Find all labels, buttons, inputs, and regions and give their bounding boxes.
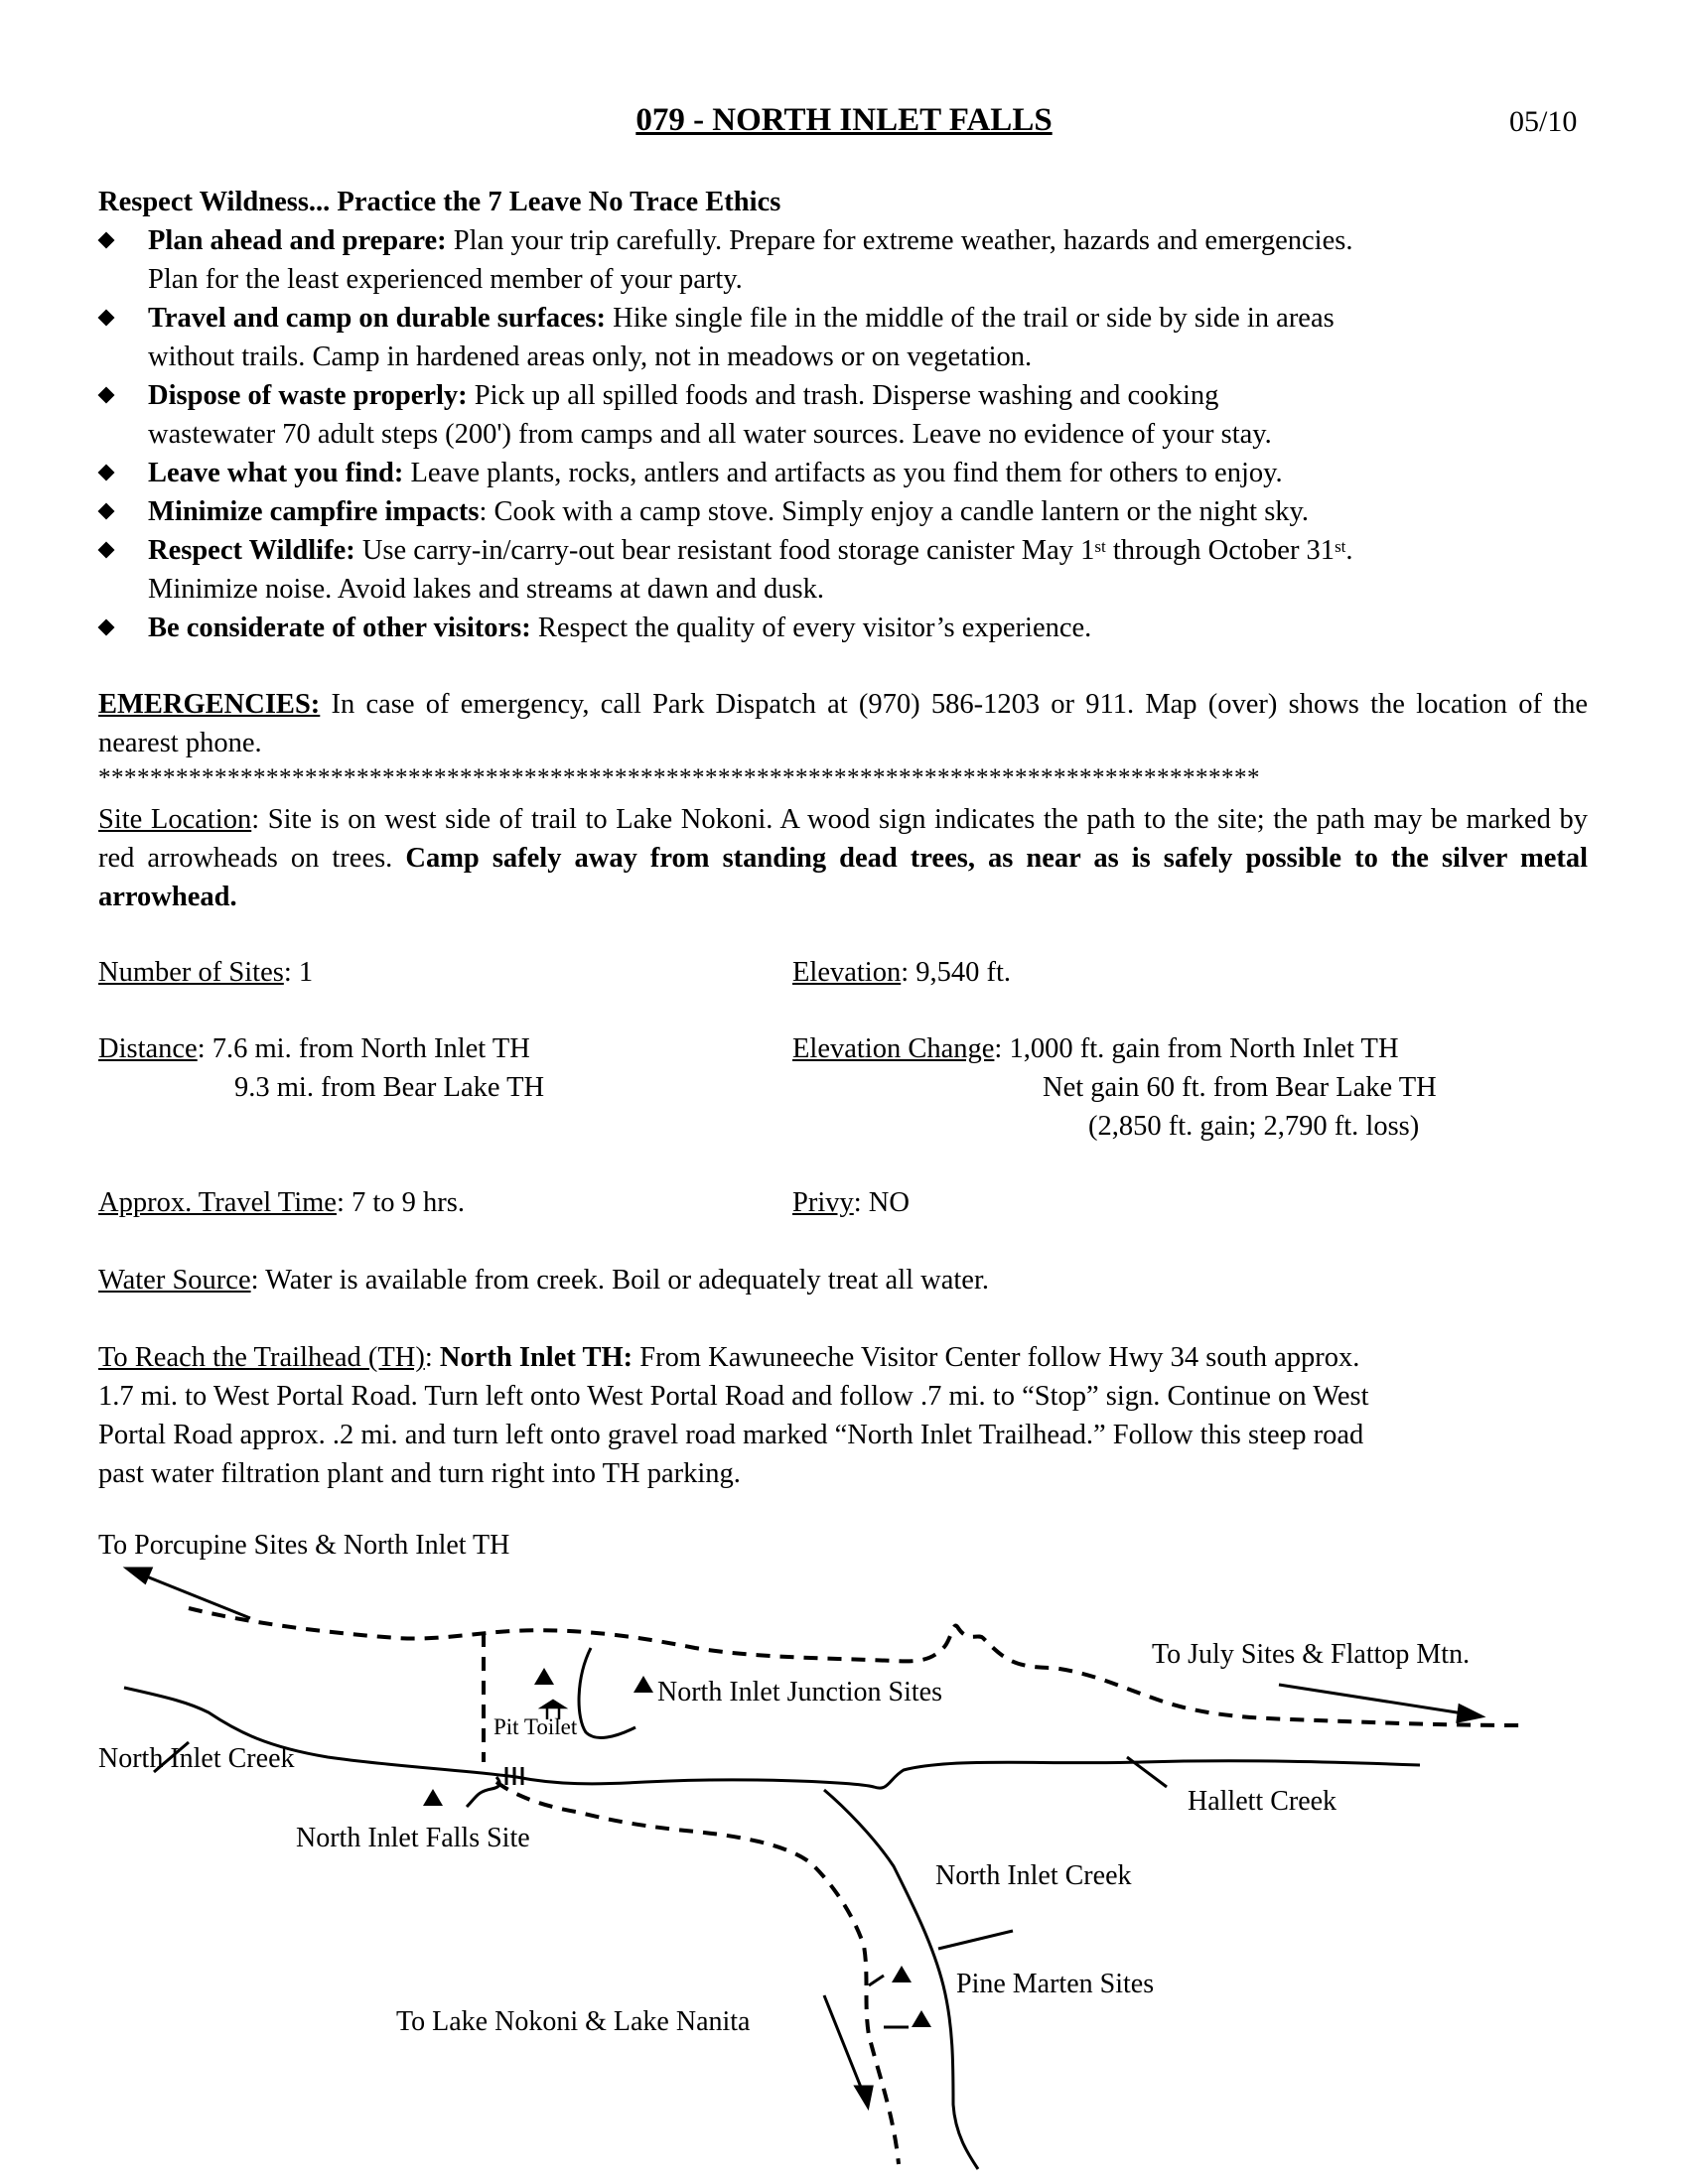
label-falls-site: North Inlet Falls Site [296, 1823, 530, 1853]
water-source: Water Source: Water is available from creek. Boil or adequately treat all water. [98, 1265, 990, 1296]
bullet-diamond-icon [98, 542, 115, 559]
travel-time: Approx. Travel Time: 7 to 9 hrs. [98, 1187, 465, 1218]
label-pit-toilet: Pit Toilet [493, 1714, 578, 1739]
safety-note: Camp safely away from standing dead trees, as near as is safely possible to the silver metal arrowhead. [98, 843, 1588, 912]
bullet-diamond-icon [98, 465, 115, 481]
ethics-list [98, 221, 1588, 647]
arrowhead-east-icon [1458, 1706, 1481, 1721]
arrowhead-northwest-icon [127, 1569, 151, 1582]
ethics-section [98, 183, 1588, 647]
elevation-change: Elevation Change: 1,000 ft. gain from North Inlet TH Net gain 60 ft. from Bear Lake TH (2,850 ft. gain; 2,790 ft. loss) [792, 1033, 1437, 1142]
list-item: Minimize campfire impacts: Cook with a camp stove. Simply enjoy a candle lantern or the night sky. [98, 492, 1588, 531]
list-item: Dispose of waste properly: Pick up all spilled foods and trash. Disperse washing and cooking wastewater 70 adult steps (200') from camps and all water sources. Leave no evidence of your stay. [98, 376, 1588, 454]
label-creek-right: North Inlet Creek [935, 1860, 1132, 1891]
label-pine-marten: Pine Marten Sites [956, 1969, 1155, 1999]
creek-label-line [938, 1931, 1013, 1949]
bullet-diamond-icon [98, 619, 115, 636]
revision-date: 05/10 [1509, 105, 1578, 138]
label-to-porcupine: To Porcupine Sites & North Inlet TH [98, 1530, 510, 1561]
page-title: 079 - NORTH INLET FALLS [635, 102, 1053, 138]
arrow-east-icon [1279, 1685, 1470, 1714]
site-location-section: Site Location: Site is on west side of trail to Lake Nokoni. A wood sign indicates the path to the site; the path may be marked by red arrowheads on trees. Camp safely away from standing dead trees, as near as is safely possible to the silver metal arrowhead. [98, 804, 1588, 912]
list-item: Plan ahead and prepare: Plan your trip carefully. Prepare for extreme weather, hazards and emergencies. Plan for the least experienced member of your party. [98, 221, 1588, 299]
ethics-heading: Respect Wildness... Practice the 7 Leave No Trace Ethics [98, 187, 781, 217]
list-item: Be considerate of other visitors: Respect the quality of every visitor’s experience. [98, 609, 1588, 647]
label-hallett-creek: Hallett Creek [1188, 1786, 1337, 1817]
pine-marten-spur [869, 1976, 884, 1985]
list-item: Leave what you find: Leave plants, rocks, antlers and artifacts as you find them for others to enjoy. [98, 454, 1588, 492]
number-of-sites: Number of Sites: 1 [98, 957, 314, 988]
arrow-south-icon [824, 1995, 864, 2095]
distance: Distance: 7.6 mi. from North Inlet TH 9.3 mi. from Bear Lake TH [98, 1033, 545, 1103]
list-item: Travel and camp on durable surfaces: Hike single file in the middle of the trail or side by side in areas without trails. Camp in hardened areas only, not in meadows or on vegetation. [98, 299, 1588, 376]
divider: ****************************************************************************************** [98, 764, 1260, 791]
falls-spur [467, 1777, 499, 1807]
site-map [0, 1509, 1688, 2184]
spur-path [579, 1648, 635, 1737]
campsite-icon [423, 1789, 443, 1806]
arrowhead-south-icon [856, 2087, 872, 2107]
label-junction-sites: North Inlet Junction Sites [657, 1677, 942, 1707]
bullet-diamond-icon [98, 503, 115, 520]
emergencies-section [98, 685, 1588, 762]
bullet-diamond-icon [98, 310, 115, 327]
trailhead-directions: To Reach the Trailhead (TH): North Inlet TH: From Kawuneeche Visitor Center follow Hwy 34 south approx. 1.7 mi. to West Portal Road. Turn left onto West Portal Road and follow .7 mi. to “Stop” sign. Continue on West Portal Road approx. .2 mi. and turn left onto gravel road marked “North Inlet Trailhead.” Follow this steep road past water filtration plant and turn right into TH parking. [98, 1342, 1369, 1489]
trail-south [496, 1782, 899, 2164]
bullet-diamond-icon [98, 232, 115, 249]
emergencies-label: EMERGENCIES: [98, 689, 321, 720]
campsite-icon [892, 1966, 912, 1982]
privy: Privy: NO [792, 1187, 910, 1218]
campsite-icon [633, 1676, 653, 1693]
list-item: Respect Wildlife: Use carry-in/carry-out bear resistant food storage canister May 1st through October 31st. Minimize noise. Avoid lakes and streams at dawn and dusk. [98, 531, 1588, 609]
emergencies-text: In case of emergency, call Park Dispatch at (970) 586-1203 or 911. Map (over) shows the location of the nearest phone. [98, 689, 1588, 758]
label-to-lakes: To Lake Nokoni & Lake Nanita [396, 2006, 751, 2037]
campsite-icon [912, 2010, 931, 2027]
campsite-icon [534, 1668, 554, 1685]
bullet-diamond-icon [98, 387, 115, 404]
label-to-july: To July Sites & Flattop Mtn. [1152, 1639, 1471, 1670]
label-creek-left: North Inlet Creek [98, 1743, 295, 1774]
elevation: Elevation: 9,540 ft. [792, 957, 1012, 988]
site-location-label: Site Location [98, 804, 252, 835]
